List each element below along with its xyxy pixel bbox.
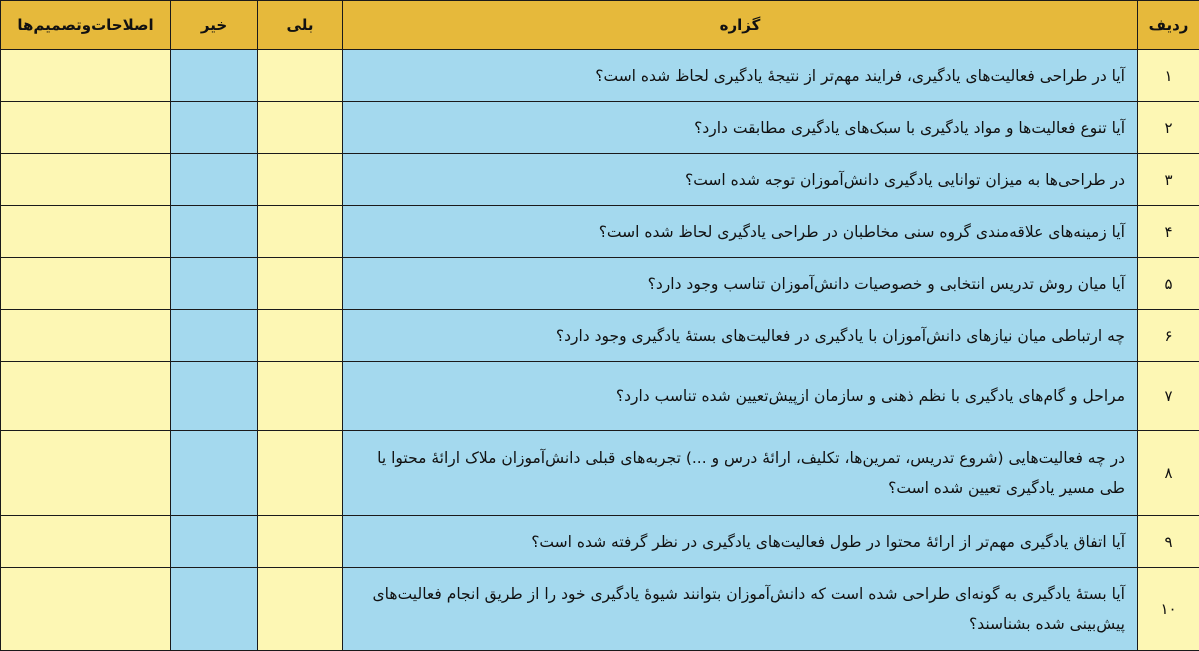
no-cell[interactable] — [171, 50, 258, 102]
table-row — [1, 258, 1199, 310]
notes-cell[interactable] — [1, 310, 171, 362]
header-no: خیر — [171, 1, 258, 50]
yes-cell[interactable] — [258, 102, 343, 154]
header-yes: بلی — [258, 1, 343, 50]
row-number: ۴ — [1138, 206, 1199, 258]
row-number: ۳ — [1138, 154, 1199, 206]
yes-cell[interactable] — [258, 310, 343, 362]
row-number: ۲ — [1138, 102, 1199, 154]
yes-cell[interactable] — [258, 431, 343, 516]
statement-text: آیا در طراحی فعالیت‌های یادگیری، فرایند مهم‌تر از نتیجۀ یادگیری لحاظ شده است؟ — [343, 50, 1138, 102]
table-row — [1, 154, 1199, 206]
table-row — [1, 362, 1199, 431]
yes-cell[interactable] — [258, 206, 343, 258]
yes-cell[interactable] — [258, 154, 343, 206]
no-cell[interactable] — [171, 568, 258, 651]
notes-cell[interactable] — [1, 154, 171, 206]
statement-text: در چه فعالیت‌هایی (شروع تدریس، تمرین‌ها، تکلیف، ارائۀ درس و ...) تجربه‌های قبلی دانش‌آموزان ملاک ارائۀ محتوا یا طی مسیر یادگیری تعیین شده است؟ — [343, 431, 1138, 516]
statement-text: در طراحی‌ها به میزان توانایی یادگیری دانش‌آموزان توجه شده است؟ — [343, 154, 1138, 206]
table-row — [1, 102, 1199, 154]
yes-cell[interactable] — [258, 568, 343, 651]
table-row — [1, 206, 1199, 258]
table-row — [1, 568, 1199, 651]
yes-cell[interactable] — [258, 516, 343, 568]
statement-text: آیا اتفاق یادگیری مهم‌تر از ارائۀ محتوا در طول فعالیت‌های یادگیری در نظر گرفته شده است؟ — [343, 516, 1138, 568]
header-statement: گزاره — [343, 1, 1138, 50]
no-cell[interactable] — [171, 154, 258, 206]
table-row — [1, 431, 1199, 516]
notes-cell[interactable] — [1, 431, 171, 516]
table-row — [1, 516, 1199, 568]
header-row — [1, 1, 1199, 50]
header-index: ردیف — [1138, 1, 1199, 50]
notes-cell[interactable] — [1, 258, 171, 310]
no-cell[interactable] — [171, 102, 258, 154]
statement-text: مراحل و گام‌های یادگیری با نظم ذهنی و سازمان ازپیش‌تعیین شده تناسب دارد؟ — [343, 362, 1138, 431]
statement-text: آیا بستۀ یادگیری به گونه‌ای طراحی شده است که دانش‌آموزان بتوانند شیوۀ یادگیری خود را از طریق انجام فعالیت‌های پیش‌بینی شده بشناسند؟ — [343, 568, 1138, 651]
no-cell[interactable] — [171, 362, 258, 431]
table-row — [1, 50, 1199, 102]
row-number: ۸ — [1138, 431, 1199, 516]
row-number: ۱ — [1138, 50, 1199, 102]
notes-cell[interactable] — [1, 206, 171, 258]
notes-cell[interactable] — [1, 516, 171, 568]
yes-cell[interactable] — [258, 362, 343, 431]
no-cell[interactable] — [171, 206, 258, 258]
statement-text: آیا زمینه‌های علاقه‌مندی گروه سنی مخاطبان در طراحی یادگیری لحاظ شده است؟ — [343, 206, 1138, 258]
statement-text: آیا تنوع فعالیت‌ها و مواد یادگیری با سبک‌های یادگیری مطابقت دارد؟ — [343, 102, 1138, 154]
row-number: ۵ — [1138, 258, 1199, 310]
notes-cell[interactable] — [1, 102, 171, 154]
row-number: ۱۰ — [1138, 568, 1199, 651]
statement-text: چه ارتباطی میان نیازهای دانش‌آموزان با یادگیری در فعالیت‌های بستۀ یادگیری وجود دارد؟ — [343, 310, 1138, 362]
header-notes: اصلاحات‌وتصمیم‌ها — [1, 1, 171, 50]
no-cell[interactable] — [171, 258, 258, 310]
row-number: ۹ — [1138, 516, 1199, 568]
notes-cell[interactable] — [1, 362, 171, 431]
yes-cell[interactable] — [258, 258, 343, 310]
row-number: ۷ — [1138, 362, 1199, 431]
notes-cell[interactable] — [1, 50, 171, 102]
no-cell[interactable] — [171, 310, 258, 362]
no-cell[interactable] — [171, 516, 258, 568]
notes-cell[interactable] — [1, 568, 171, 651]
no-cell[interactable] — [171, 431, 258, 516]
row-number: ۶ — [1138, 310, 1199, 362]
yes-cell[interactable] — [258, 50, 343, 102]
statement-text: آیا میان روش تدریس انتخابی و خصوصیات دانش‌آموزان تناسب وجود دارد؟ — [343, 258, 1138, 310]
table-row — [1, 310, 1199, 362]
